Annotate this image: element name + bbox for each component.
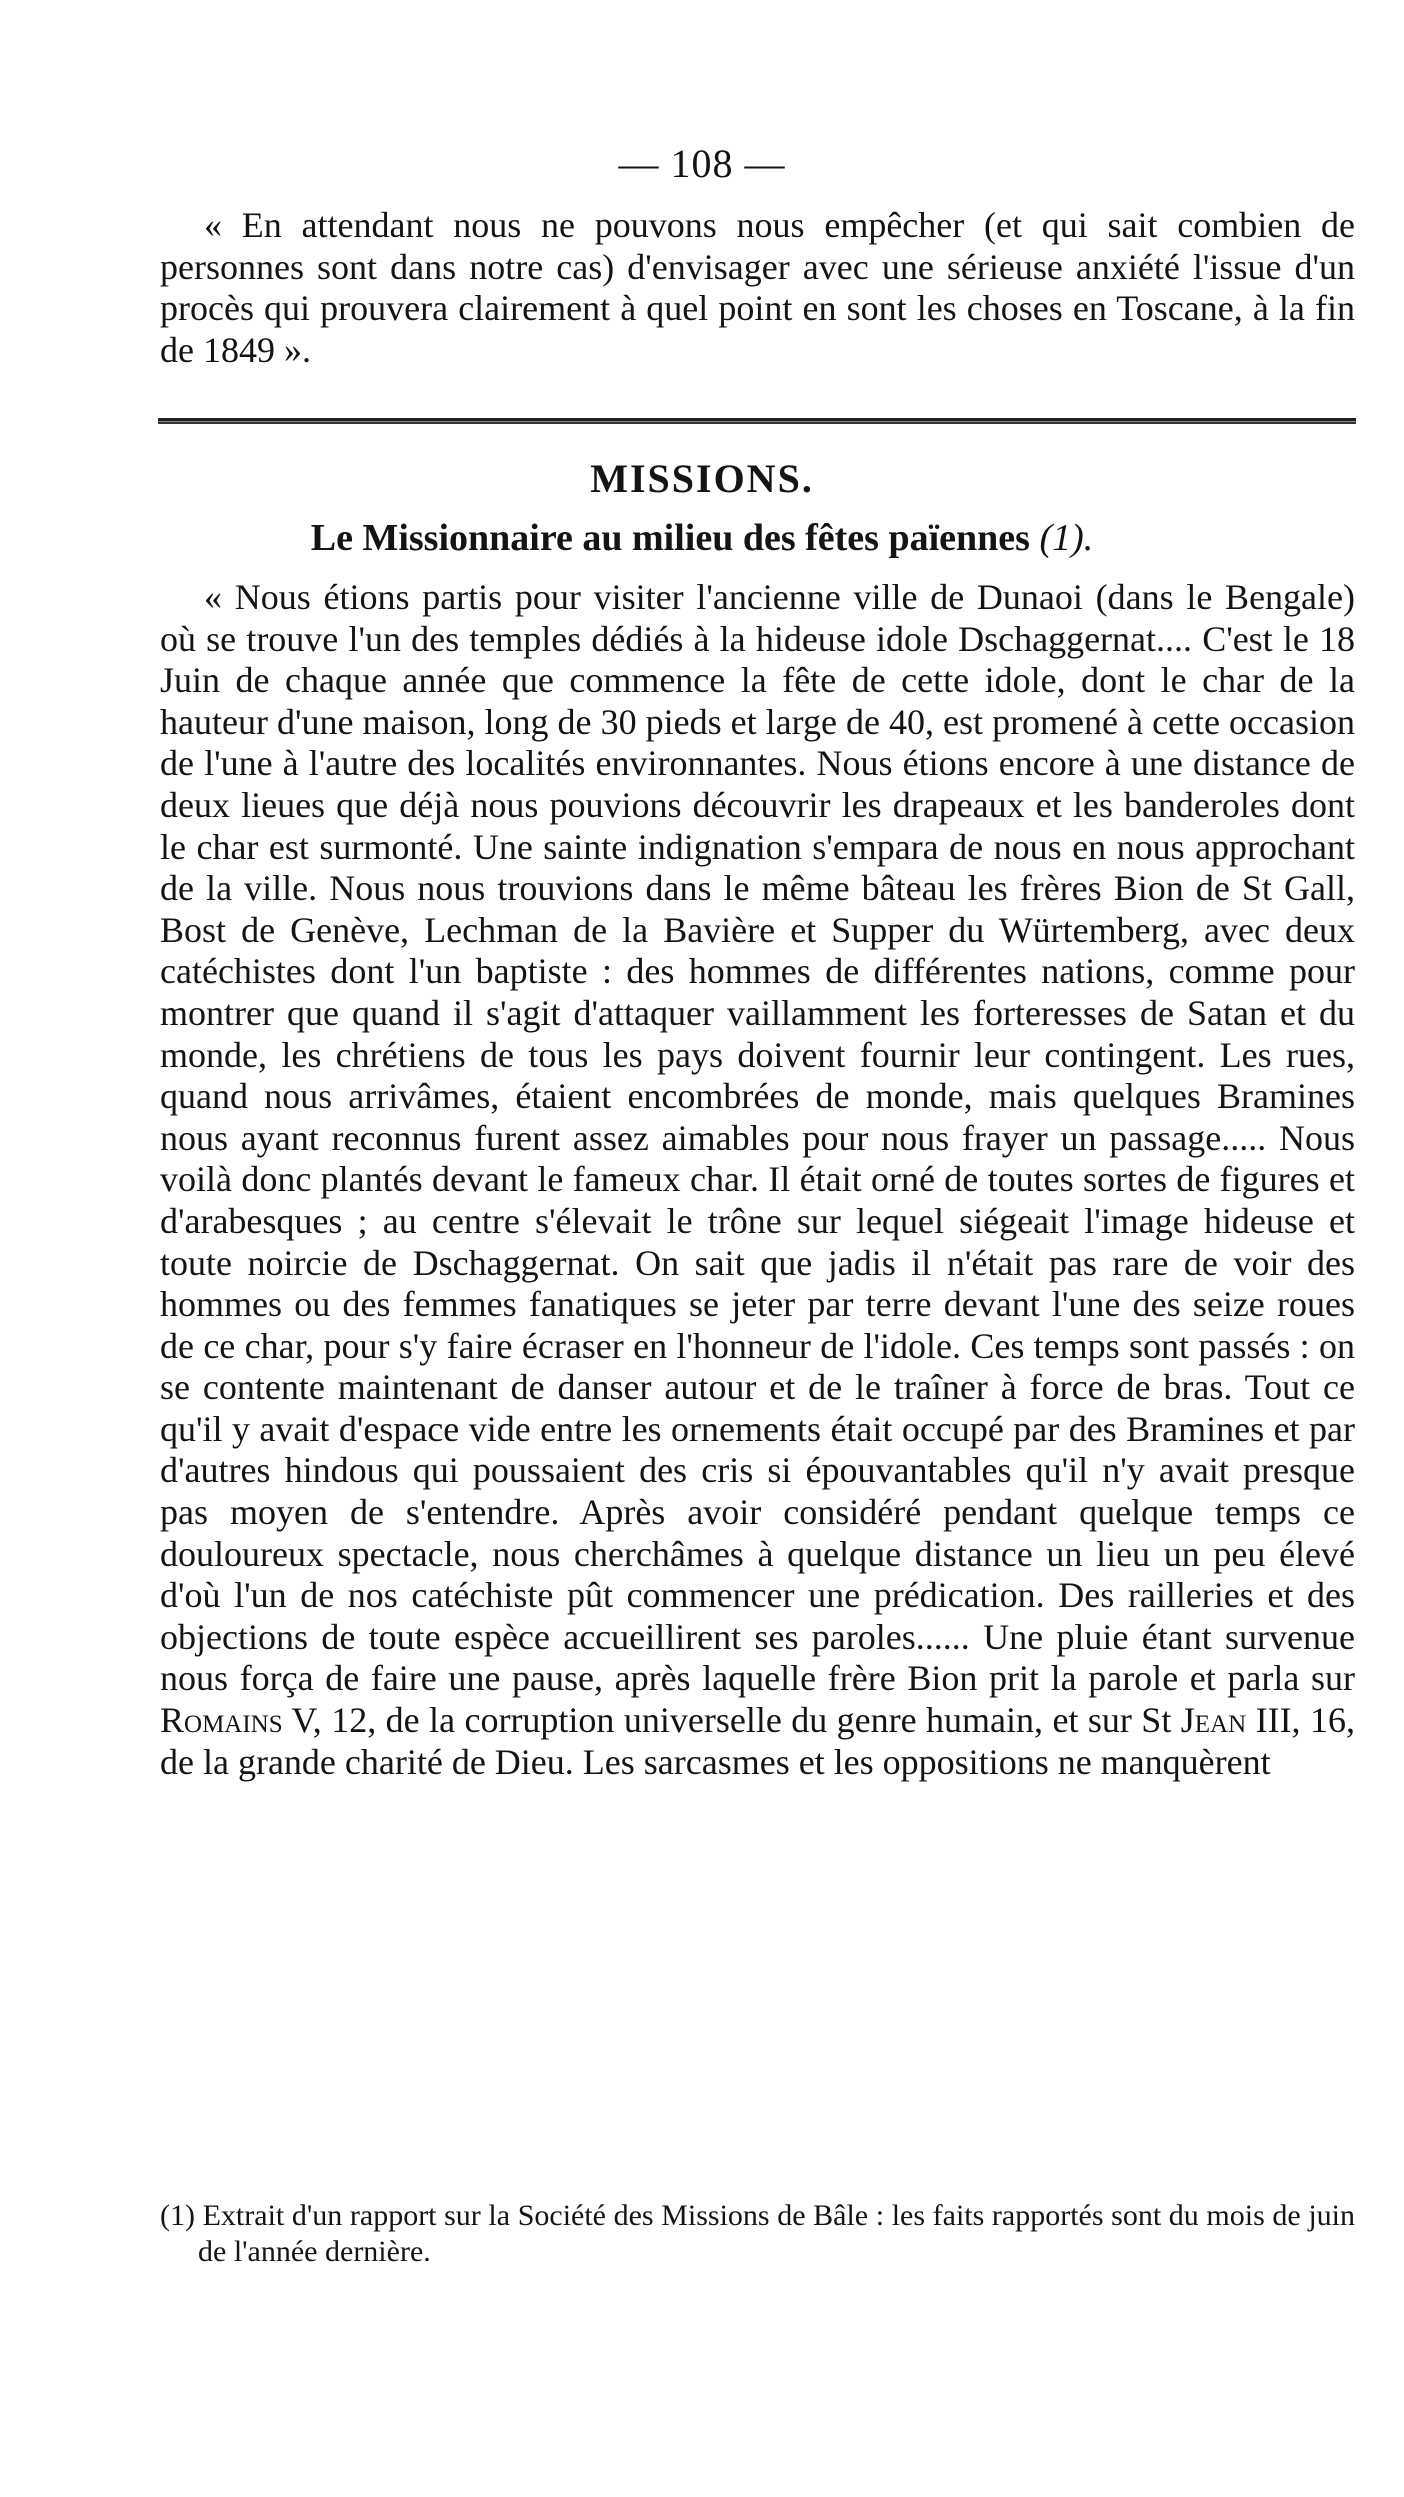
- opening-paragraph: « En attendant nous ne pouvons nous empêcher (et qui sait combien de personnes sont dans notre cas) d'envisager avec une sérieuse anxiété l'issue d'un procès qui prouvera clairement à quel point en sont les choses en Toscane, à la fin de 1849 ».: [160, 205, 1355, 370]
- body-text-part-3: de la grande charité de Dieu. Les sarcasmes et les oppositions ne manquèrent: [160, 1741, 1271, 1782]
- footnote: (1) Extrait d'un rapport sur la Société des Missions de Bâle : les faits rapportés sont du mois de juin de l'année dernière.: [160, 2199, 1355, 2268]
- section-divider: [158, 418, 1356, 425]
- section-heading: MISSIONS.: [590, 456, 814, 501]
- article-title-text: Le Missionnaire au milieu des fêtes païennes: [310, 517, 1030, 559]
- scripture-reference-2-verse: III, 16,: [1246, 1700, 1355, 1741]
- body-text-part-1: « Nous étions partis pour visiter l'ancienne ville de Dunaoi (dans le Bengale) où se trouve l'un des temples dédiés à la hideuse idole Dschaggernat.... C'est le 18 Juin de chaque année que commence la fête de cette idole, dont le char de la hauteur d'une maison, long de 30 pieds et large de 40, est promené à cette occasion de l'une à l'autre des localités environnantes. Nous étions encore à une distance de deux lieues que déjà nous pouvions découvrir les drapeaux et les banderoles dont le char est surmonté. Une sainte indignation s'empara de nous en nous approchant de la ville. Nous nous trouvions dans le même bâteau les frères Bion de St Gall, Bost de Genève, Lechman de la Bavière et Supper du Würtemberg, avec deux catéchistes dont l'un baptiste : des hommes de différentes nations, comme pour montrer que quand il s'agit d'attaquer vaillamment les forteresses de Satan et du monde, les chrétiens de tous les pays doivent fournir leur contingent. Les rues, quand nous arrivâmes, étaient encombrées de monde, mais quelques Bramines nous ayant reconnus furent assez aimables pour nous frayer un passage..... Nous voilà donc plantés devant le fameux char. Il était orné de toutes sortes de figures et d'arabesques ; au centre s'élevait le trône sur lequel siégeait l'image hideuse et toute noircie de Dschaggernat. On sait que jadis il n'était pas rare de voir des hommes ou des femmes fanatiques se jeter par terre devant l'une des seize roues de ce char, pour s'y faire écraser en l'honneur de l'idole. Ces temps sont passés : on se contente maintenant de danser autour et de le traîner à force de bras. Tout ce qu'il y avait d'espace vide entre les ornements était occupé par des Bramines et par d'autres hindous qui poussaient des cris si épouvantables qu'il n'y avait presque pas moyen de s'entendre. Après avoir considéré pendant quelque temps ce douloureux spectacle, nous cherchâmes à quelque distance un lieu un peu élevé d'où l'un de nos catéchiste pût commencer une prédication. Des railleries et des objections de toute espèce accueillirent ses paroles...... Une pluie étant survenue nous força de faire une pause, après laquelle frère Bion prit la parole et parla sur: [160, 577, 1355, 1699]
- page-number: — 108 —: [618, 141, 786, 186]
- article-body: [160, 577, 1355, 1783]
- article-title: [0, 516, 1404, 560]
- body-text-part-2: de la corruption universelle du genre humain, et sur St: [376, 1700, 1181, 1741]
- scripture-reference-1-verse: V, 12,: [282, 1700, 377, 1741]
- footnote-reference: (1).: [1039, 517, 1094, 559]
- opening-paragraph-block: [160, 205, 1355, 371]
- scripture-reference-1-book: Romains: [160, 1700, 283, 1741]
- article-paragraph: [160, 577, 1355, 1783]
- scripture-reference-2-book: Jean: [1180, 1700, 1247, 1741]
